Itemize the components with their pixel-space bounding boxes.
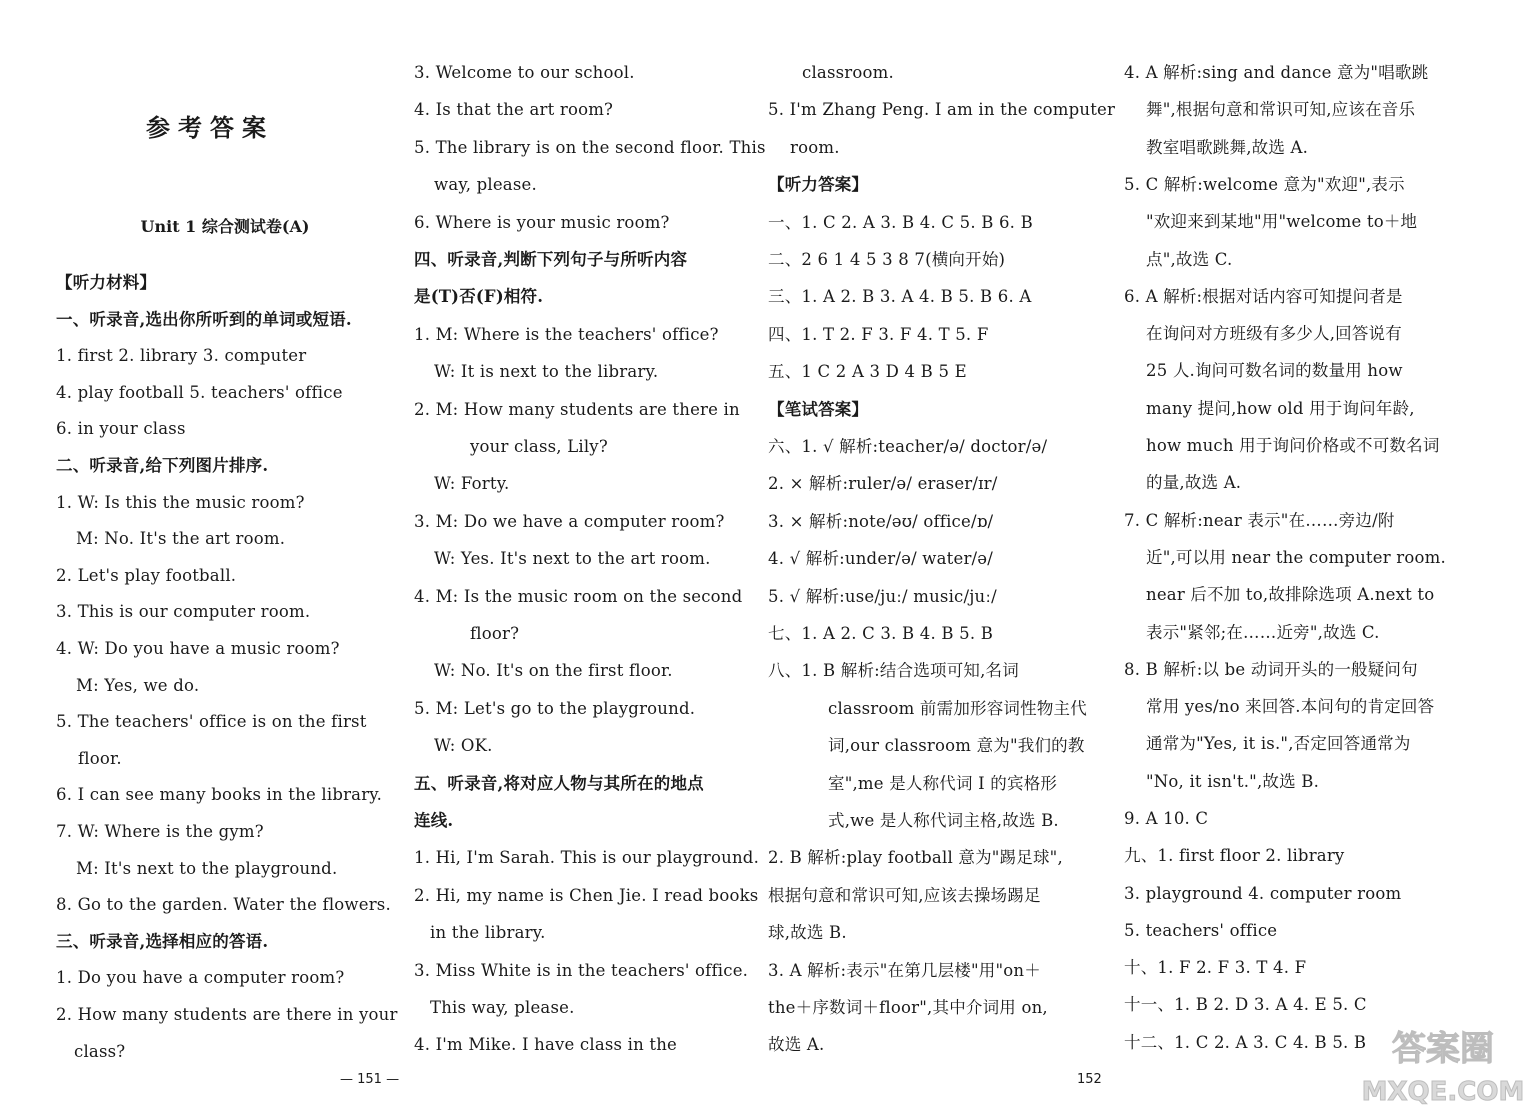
col1-line: floor. xyxy=(78,749,122,768)
col2-line: floor? xyxy=(470,624,520,643)
col4-line: "欢迎来到某地"用"welcome to＋地 xyxy=(1146,212,1418,231)
col2-line: 5. The library is on the second floor. This xyxy=(414,138,766,157)
col4-line: 常用 yes/no 来回答.本问句的肯定回答 xyxy=(1146,697,1435,716)
col3-line: room. xyxy=(790,138,840,157)
col4-line: 25 人.询问可数名词的数量用 how xyxy=(1146,361,1403,380)
col3-line: 二、2 6 1 4 5 3 8 7(横向开始) xyxy=(768,250,1006,269)
col3-line: 【笔试答案】 xyxy=(768,400,869,419)
col4-line: 十二、1. C 2. A 3. C 4. B 5. B xyxy=(1124,1033,1367,1052)
col4-line: 4. A 解析:sing and dance 意为"唱歌跳 xyxy=(1124,63,1429,82)
col1-line: 【听力材料】 xyxy=(56,273,157,292)
col2-line: 3. Welcome to our school. xyxy=(414,63,635,82)
col3-line: 3. A 解析:表示"在第几层楼"用"on＋ xyxy=(768,961,1041,980)
watermark-bottom-text: MXQE.COM xyxy=(1361,1077,1525,1107)
col2-line: your class, Lily? xyxy=(470,437,608,456)
col3-line: 根据句意和常识可知,应该去操场踢足 xyxy=(768,886,1041,905)
col3-line: classroom 前需加形容词性物主代 xyxy=(828,699,1087,718)
col4-line: 通常为"Yes, it is.",否定回答通常为 xyxy=(1146,734,1411,753)
col2-line: W: No. It's on the first floor. xyxy=(434,661,673,680)
col4-line: 九、1. first floor 2. library xyxy=(1124,846,1345,865)
col2-line: way, please. xyxy=(434,175,537,194)
col2-line: 连线. xyxy=(414,811,454,830)
col1-line: M: Yes, we do. xyxy=(76,676,200,695)
col2-line: 4. I'm Mike. I have class in the xyxy=(414,1035,678,1054)
col4-line: how much 用于询问价格或不可数名词 xyxy=(1146,436,1440,455)
col3-line: 式,we 是人称代词主格,故选 B. xyxy=(828,811,1059,830)
col2-line: 4. Is that the art room? xyxy=(414,100,614,119)
col4-line: 舞",根据句意和常识可知,应该在音乐 xyxy=(1146,100,1416,119)
col3-line: the＋序数词＋floor",其中介词用 on, xyxy=(768,998,1048,1017)
col4-line: 7. C 解析:near 表示"在……旁边/附 xyxy=(1124,511,1395,530)
col3-line: 3. × 解析:note/əʊ/ office/ɒ/ xyxy=(768,512,994,531)
col2-line: 3. Miss White is in the teachers' office. xyxy=(414,961,749,980)
col3-line: 5. √ 解析:use/juː/ music/juː/ xyxy=(768,587,997,606)
col1-line: 2. Let's play football. xyxy=(56,566,237,585)
col1-line: 一、听录音,选出你所听到的单词或短语. xyxy=(56,310,352,329)
col1-line: 三、听录音,选择相应的答语. xyxy=(56,932,269,951)
col3-line: 一、1. C 2. A 3. B 4. C 5. B 6. B xyxy=(768,213,1033,232)
page-number-right: 152 xyxy=(1077,1072,1102,1087)
col3-line: 2. × 解析:ruler/ə/ eraser/ɪr/ xyxy=(768,474,998,493)
col2-line: 6. Where is your music room? xyxy=(414,213,670,232)
col4-line: 3. playground 4. computer room xyxy=(1124,884,1402,903)
watermark-logo xyxy=(1358,1012,1528,1112)
col2-line: 四、听录音,判断下列句子与所听内容 xyxy=(414,250,688,269)
col1-line: 2. How many students are there in your xyxy=(56,1005,398,1024)
col4-line: 6. A 解析:根据对话内容可知提问者是 xyxy=(1124,287,1403,306)
unit-subtitle: Unit 1 综合测试卷(A) xyxy=(140,217,310,236)
col1-line: 4. play football 5. teachers' office xyxy=(56,383,343,402)
col3-line: 2. B 解析:play football 意为"踢足球", xyxy=(768,848,1063,867)
col1-line: 5. The teachers' office is on the first xyxy=(56,712,367,731)
col3-line: 三、1. A 2. B 3. A 4. B 5. B 6. A xyxy=(768,287,1032,306)
col3-line: 【听力答案】 xyxy=(768,175,869,194)
col2-line: 2. Hi, my name is Chen Jie. I read books xyxy=(414,886,759,905)
col4-line: 点",故选 C. xyxy=(1146,250,1233,269)
col1-line: M: It's next to the playground. xyxy=(76,859,338,878)
col4-line: many 提问,how old 用于询问年龄, xyxy=(1146,399,1415,418)
col1-line: 7. W: Where is the gym? xyxy=(56,822,264,841)
col4-line: 5. C 解析:welcome 意为"欢迎",表示 xyxy=(1124,175,1405,194)
col1-line: 1. first 2. library 3. computer xyxy=(56,346,307,365)
col4-line: 在询问对方班级有多少人,回答说有 xyxy=(1146,324,1402,343)
col4-line: near 后不加 to,故排除选项 A.next to xyxy=(1146,585,1435,604)
col1-line: class? xyxy=(74,1042,126,1061)
col4-line: 表示"紧邻;在……近旁",故选 C. xyxy=(1146,623,1380,642)
watermark-top-text: 答案圈 xyxy=(1392,1029,1494,1069)
col1-line: 1. Do you have a computer room? xyxy=(56,968,345,987)
col3-line: 五、1 C 2 A 3 D 4 B 5 E xyxy=(768,362,967,381)
col3-line: 八、1. B 解析:结合选项可知,名词 xyxy=(768,661,1019,680)
col2-line: W: Yes. It's next to the art room. xyxy=(434,549,711,568)
col1-line: 6. in your class xyxy=(56,419,186,438)
col2-line: 5. M: Let's go to the playground. xyxy=(414,699,696,718)
col1-line: 8. Go to the garden. Water the flowers. xyxy=(56,895,391,914)
col3-line: 六、1. √ 解析:teacher/ə/ doctor/ə/ xyxy=(768,437,1048,456)
col4-line: 教室唱歌跳舞,故选 A. xyxy=(1146,138,1309,157)
col3-line: 故选 A. xyxy=(768,1035,825,1054)
col2-line: in the library. xyxy=(430,923,546,942)
col2-line: 1. M: Where is the teachers' office? xyxy=(414,325,719,344)
col1-line: 4. W: Do you have a music room? xyxy=(56,639,340,658)
col2-line: W: It is next to the library. xyxy=(434,362,659,381)
watermark-icon xyxy=(1358,1012,1528,1112)
col2-line: 3. M: Do we have a computer room? xyxy=(414,512,725,531)
col1-line: M: No. It's the art room. xyxy=(76,529,286,548)
col4-line: 5. teachers' office xyxy=(1124,921,1278,940)
col2-line: W: OK. xyxy=(434,736,493,755)
col3-line: 4. √ 解析:under/ə/ water/ə/ xyxy=(768,549,994,568)
col3-line: 球,故选 B. xyxy=(768,923,847,942)
col2-line: 1. Hi, I'm Sarah. This is our playground. xyxy=(414,848,760,867)
col1-line: 3. This is our computer room. xyxy=(56,602,311,621)
col4-line: 的量,故选 A. xyxy=(1146,473,1242,492)
col4-line: 近",可以用 near the computer room. xyxy=(1146,548,1446,567)
page-number-left: — 151 — xyxy=(340,1072,400,1087)
col2-line: 4. M: Is the music room on the second xyxy=(414,587,743,606)
col2-line: 是(T)否(F)相符. xyxy=(414,287,544,306)
col3-line: 5. I'm Zhang Peng. I am in the computer xyxy=(768,100,1116,119)
col4-line: 十、1. F 2. F 3. T 4. F xyxy=(1124,958,1307,977)
col4-line: 9. A 10. C xyxy=(1124,809,1209,828)
col3-line: 七、1. A 2. C 3. B 4. B 5. B xyxy=(768,624,994,643)
col1-line: 6. I can see many books in the library. xyxy=(56,785,383,804)
col2-line: This way, please. xyxy=(430,998,575,1017)
col4-line: 8. B 解析:以 be 动词开头的一般疑问句 xyxy=(1124,660,1418,679)
col3-line: 词,our classroom 意为"我们的教 xyxy=(828,736,1085,755)
col4-line: "No, it isn't.",故选 B. xyxy=(1146,772,1320,791)
col2-line: 五、听录音,将对应人物与其所在的地点 xyxy=(414,774,704,793)
col2-line: 2. M: How many students are there in xyxy=(414,400,740,419)
col3-line: 室",me 是人称代词 I 的宾格形 xyxy=(828,774,1058,793)
col3-line: classroom. xyxy=(802,63,894,82)
page-title: 参考答案 xyxy=(146,113,274,142)
col3-line: 四、1. T 2. F 3. F 4. T 5. F xyxy=(768,325,989,344)
col1-line: 二、听录音,给下列图片排序. xyxy=(56,456,269,475)
col1-line: 1. W: Is this the music room? xyxy=(56,493,305,512)
col2-line: W: Forty. xyxy=(434,474,510,493)
col4-line: 十一、1. B 2. D 3. A 4. E 5. C xyxy=(1124,995,1367,1014)
